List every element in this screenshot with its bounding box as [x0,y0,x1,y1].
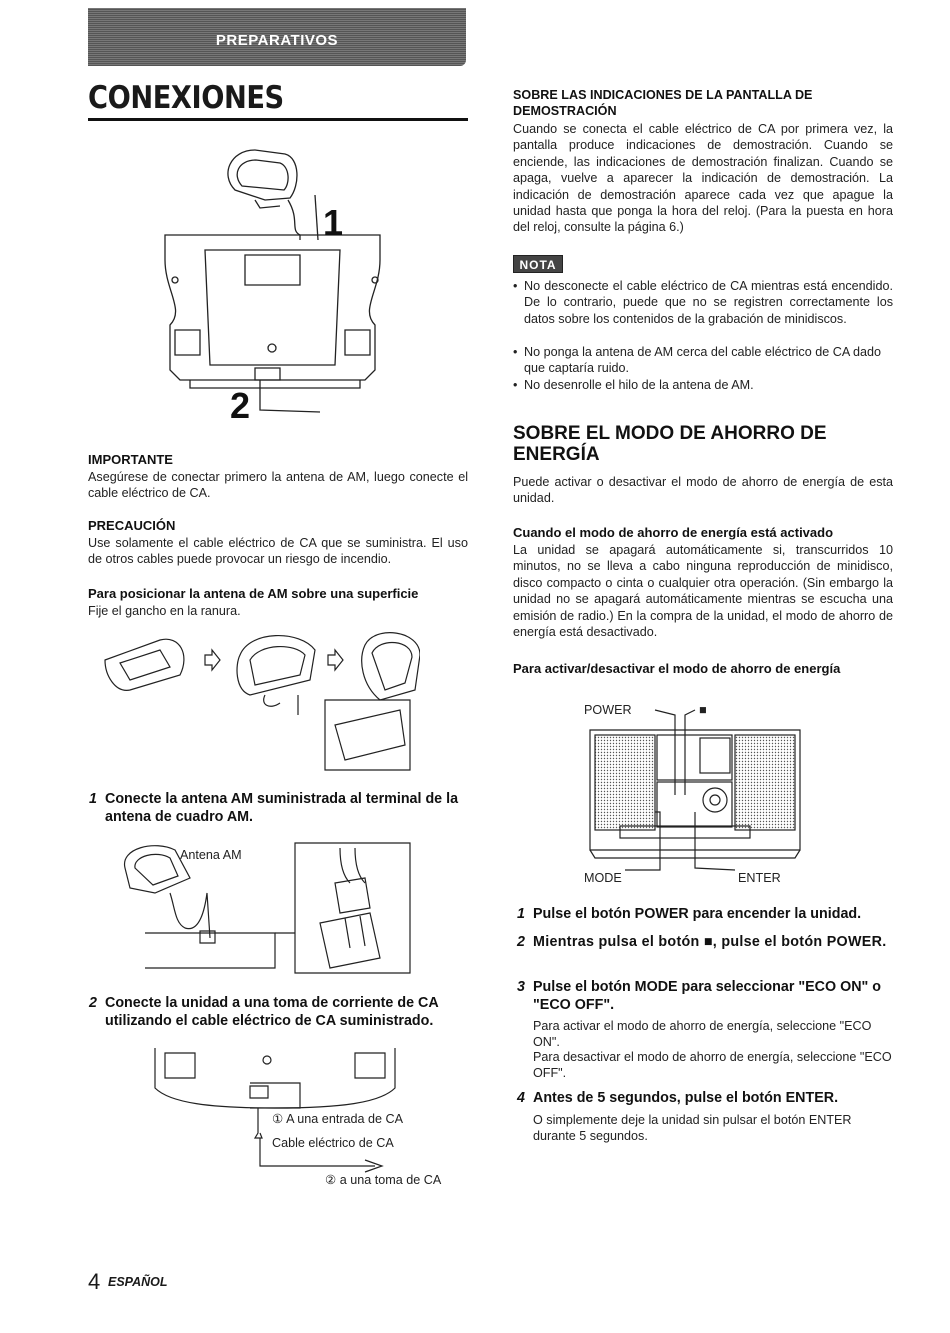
section-header-label: PREPARATIVOS [215,32,339,49]
step-1-text: Conecte la antena AM suministrada al terminal de la antena de cuadro AM. [105,791,459,825]
step-2-text: Conecte la unidad a una toma de corriente de CA utilizando el cable eléctrico de CA suministrado. [105,995,439,1029]
step-1-right-text: Pulse el botón POWER para encender la unidad. [533,906,862,922]
step-3-right-number: 3 [517,979,525,995]
antenna-positioning-illustration [100,625,420,775]
page-title: CONEXIONES [88,80,284,116]
ac-inlet-label: ① A una entrada de CA [272,1112,404,1126]
step-2-number: 2 [89,995,97,1011]
nota-item-1: • No desconecte el cable eléctrico de CA mientras está encendido. De lo contrario, puede que no se registren correctamente los datos sobre los contenidos de la grabación de minidiscos. [513,278,893,327]
nota-badge: NOTA [513,255,563,273]
ahorro-heading: SOBRE EL MODO DE AHORRO DE ENERGÍA [513,423,827,465]
antena-am-label: Antena AM [180,848,242,862]
step-1-number: 1 [89,791,97,807]
step-1-left [89,790,470,826]
step-3-right-text: Pulse el botón MODE para seleccionar "ECO ON" o "ECO OFF". [533,979,882,1013]
step-1-right [517,905,895,923]
stop-label: ■ [699,703,707,717]
step-4-right-text: Antes de 5 segundos, pulse el botón ENTER. [533,1090,839,1106]
footer-language: ESPAÑOL [108,1275,168,1289]
step-2-right-text: Mientras pulsa el botón ■, pulse el botón POWER. [533,934,887,950]
step-2-left [89,994,470,1030]
callout-1: 1 [323,202,344,243]
nota-item-2: • No ponga la antena de AM cerca del cable eléctrico de CA dado que captaría ruido. [513,344,893,377]
demo-heading: SOBRE LAS INDICACIONES DE LA PANTALLA DE DEMOSTRACIÓN [513,88,813,118]
title-underline [88,118,468,121]
step-3-detail-2: Para desactivar el modo de ahorro de energía, seleccione "ECO OFF". [533,1050,892,1081]
ac-cord-label: Cable eléctrico de CA [272,1136,394,1150]
ahorro-intro: Puede activar o desactivar el modo de ahorro de energía de esta unidad. [513,475,893,506]
ac-outlet-label: ② a una toma de CA [325,1173,442,1187]
nota-item-3: • No desenrolle el hilo de la antena de AM. [513,377,893,393]
importante-heading: IMPORTANTE [88,452,173,467]
step-3-right [517,978,895,1014]
ahorro-activado-heading: Cuando el modo de ahorro de energía está activado [513,525,834,540]
antena-position-text: Fije el gancho en la ranura. [88,604,241,618]
precaucion-heading: PRECAUCIÓN [88,518,176,533]
importante-text: Asegúrese de conectar primero la antena de AM, luego conecte el cable eléctrico de CA. [88,470,468,501]
ahorro-activado-text: La unidad se apagará automáticamente si, transcurridos 10 minutos, no se lleva a cabo ninguna reproducción de minidisco, disco compacto o cinta o cualquier otra operación. (Sin embargo la unidad no se apagará automáticamente mientras se escucha una emisión de radio.) En la compra de la unidad, el modo de ahorro de energía está desactivado. [513,543,893,640]
step-3-detail-1: Para activar el modo de ahorro de energía, seleccione "ECO ON". [533,1019,872,1050]
am-antenna-connection-illustration [115,838,415,978]
power-label: POWER [584,703,632,717]
antena-position-heading: Para posicionar la antena de AM sobre una superficie [88,586,419,601]
front-unit-illustration [585,700,805,880]
step-1-right-number: 1 [517,906,525,922]
step-4-right [517,1089,895,1107]
callout-2: 2 [230,385,251,420]
step-2-right-number: 2 [517,934,526,950]
section-header-bar [88,8,466,66]
step-4-detail: O simplemente deje la unidad sin pulsar el botón ENTER durante 5 segundos. [533,1113,852,1144]
step-2-right [517,933,895,951]
rear-connection-illustration [160,140,385,420]
ac-cord-connection-illustration [150,1038,400,1178]
page-number: 4 [88,1269,101,1294]
ahorro-toggle-heading: Para activar/desactivar el modo de ahorro de energía [513,661,841,676]
mode-label: MODE [584,871,622,885]
enter-label: ENTER [738,871,781,885]
precaucion-text: Use solamente el cable eléctrico de CA que se suministra. El uso de otros cables puede provocar un riesgo de incendio. [88,536,468,567]
step-4-right-number: 4 [517,1090,525,1106]
demo-text: Cuando se conecta el cable eléctrico de CA por primera vez, la pantalla produce indicaciones de demostración. Cuando se enciende, las indicaciones de demostración finalizan. Cuando se apaga, vuelve a aparecer la indicación de demostración. La indicación de demostración aparece cada vez que apague la unidad hasta que ponga la hora del reloj. (Para la puesta en hora del reloj, consulte la página 6.) [513,122,893,235]
